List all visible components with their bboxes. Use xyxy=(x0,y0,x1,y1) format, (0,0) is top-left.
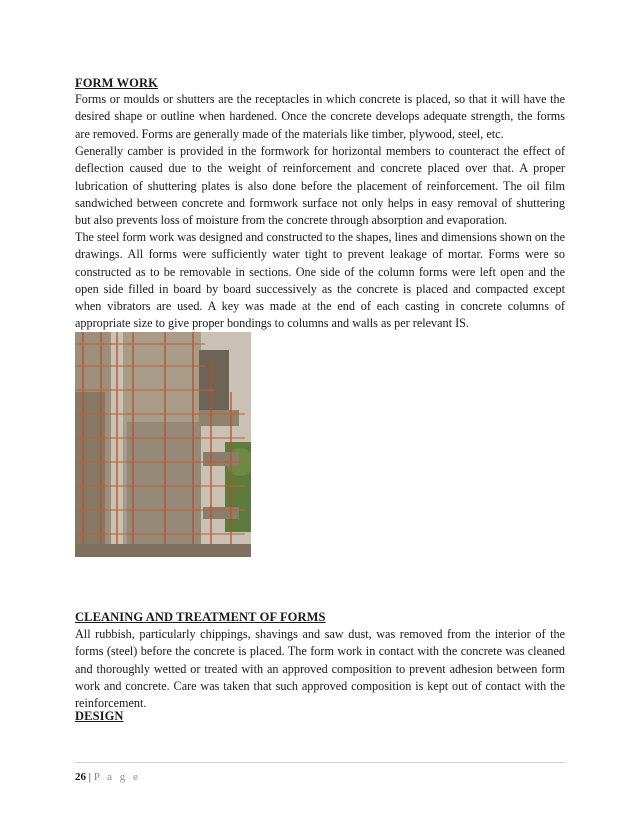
page-number: 26 xyxy=(75,771,86,783)
heading-cleaning-treatment: CLEANING AND TREATMENT OF FORMS xyxy=(75,610,326,624)
formwork-paragraph-1: Forms or moulds or shutters are the receptacles in which concrete is placed, so that it will have the desired shape or outline when hardened. Once the concrete develops adequate strength, the forms are removed. Forms are generally made of the materials like timber, plywood, steel, etc. xyxy=(75,92,565,141)
cleaning-paragraph: All rubbish, particularly chippings, shavings and saw dust, was removed from the interior of the forms (steel) before the concrete is placed. The form work in contact with the concrete was cleaned and thoroughly wetted or treated with an approved composition to prevent adhesion between form work and concrete. Care was taken that such approved composition is kept out of contact with the reinforcement. xyxy=(75,627,565,711)
heading-design: DESIGN xyxy=(75,709,124,723)
footer-divider xyxy=(75,762,565,763)
page-footer xyxy=(75,771,140,783)
page-label: P a g e xyxy=(93,771,141,783)
formwork-paragraph-2: Generally camber is provided in the formwork for horizontal members to counteract the effect of deflection caused due to the weight of reinforcement and concrete placed over that. A proper lubrication of shuttering plates is also done before the placement of reinforcement. The oil film sandwiched between concrete and formwork surface not only helps in easy removal of shuttering but also prevents loss of moisture from the concrete through absorption and evaporation. xyxy=(75,144,565,228)
scaffolding-formwork-photo xyxy=(75,332,251,557)
heading-form-work: FORM WORK xyxy=(75,76,158,90)
formwork-paragraph-3: The steel form work was designed and constructed to the shapes, lines and dimensions shown on the drawings. All forms were sufficiently water tight to prevent leakage of mortar. Forms were so constructed as to be removable in sections. One side of the column forms were left open and the open side filled in board by board successively as the concrete is placed and compacted except when vibrators are used. A key was made at the end of each casting in concrete columns of appropriate size to give proper bondings to columns and walls as per relevant IS. xyxy=(75,230,565,331)
footer-separator: | xyxy=(86,771,94,783)
